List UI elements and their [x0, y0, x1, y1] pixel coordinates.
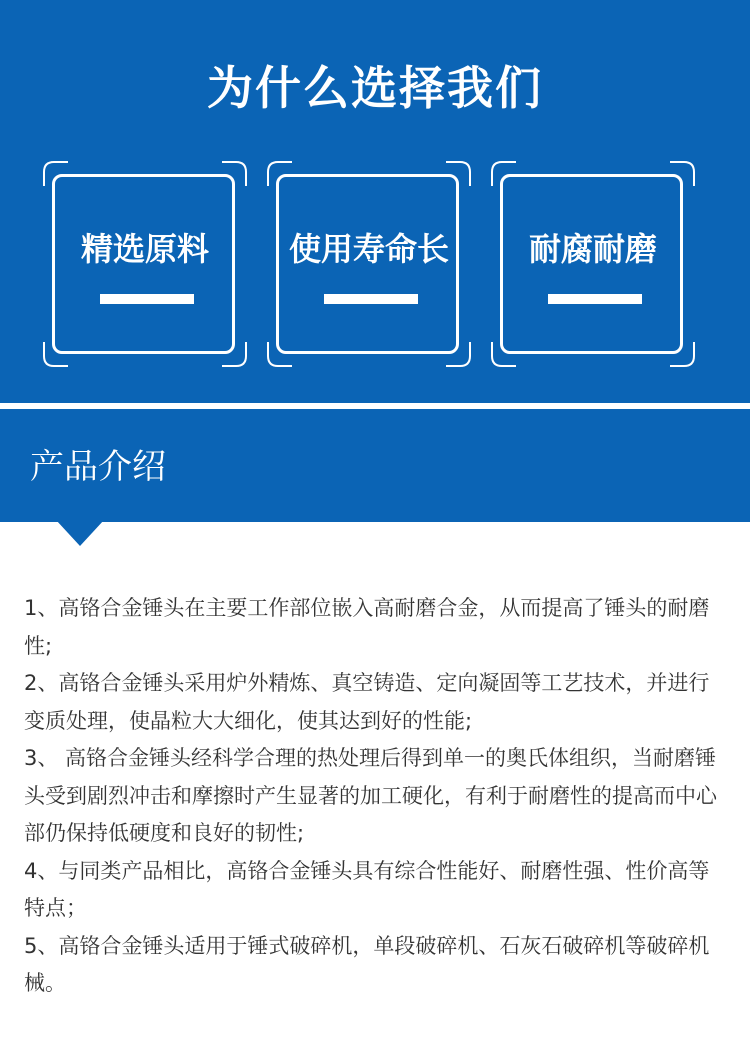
paragraph-1: 1、高铬合金锤头在主要工作部位嵌入高耐磨合金，从而提高了锤头的耐磨性;	[24, 596, 710, 658]
paragraph-2: 2、高铬合金锤头采用炉外精炼、真空铸造、定向凝固等工艺技术，并进行变质处理，使晶粒大大细化，使其达到好的性能;	[24, 671, 710, 733]
feature-card-materials	[42, 160, 248, 368]
paragraph-3: 3、 高铬合金锤头经科学合理的热处理后得到单一的奥氏体组织，当耐磨锤头受到剧烈冲击和摩擦时产生显著的加工硬化，有利于耐磨性的提高而中心部仍保持低硬度和良好的韧性;	[24, 746, 717, 845]
intro-header	[0, 409, 750, 522]
feature-label: 使用寿命长	[288, 230, 449, 268]
feature-divider	[100, 294, 194, 304]
paragraph-5: 5、高铬合金锤头适用于锤式破碎机，单段破碎机、石灰石破碎机等破碎机械。	[24, 933, 710, 995]
feature-card-wear-resistance	[490, 160, 696, 368]
section-title: 产品介绍	[30, 447, 166, 487]
feature-card-lifespan	[266, 160, 472, 368]
feature-label: 精选原料	[80, 230, 209, 268]
page-title: 为什么选择我们	[207, 61, 543, 115]
paragraph-4: 4、与同类产品相比，高铬合金锤头具有综合性能好、耐磨性强、性价高等特点；	[24, 858, 710, 920]
feature-divider	[548, 294, 642, 304]
hero-banner	[0, 0, 750, 403]
feature-divider	[324, 294, 418, 304]
product-description	[24, 590, 730, 1003]
feature-label: 耐腐耐磨	[528, 230, 657, 268]
down-arrow-icon	[56, 520, 104, 546]
